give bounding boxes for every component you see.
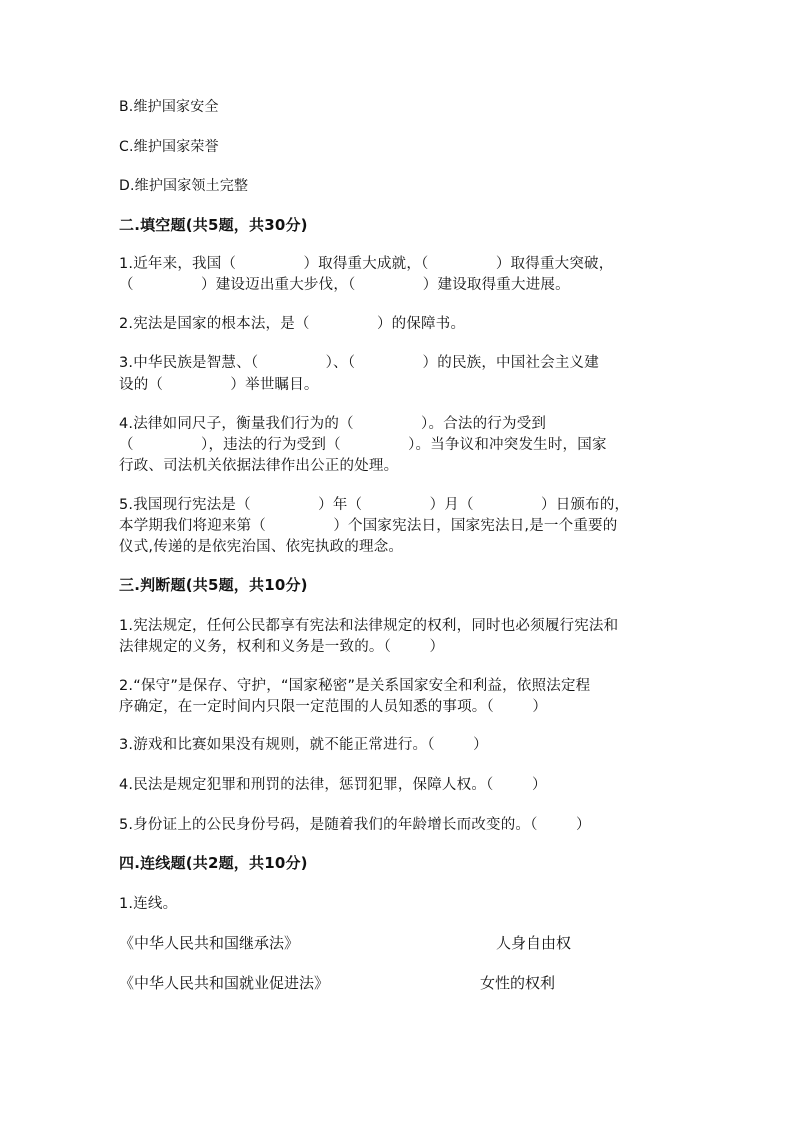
judge-q2-line1: 2.“保守”是保存、守护，“国家秘密”是关系国家安全和利益，依照法定程 — [119, 678, 591, 694]
fill-q5-line2: 本学期我们将迎来第（ ）个国家宪法日，国家宪法日,是一个重要的 — [119, 518, 618, 534]
judge-q4-line1: 4.民法是规定犯罪和刑罚的法律，惩罚犯罪，保障人权。（ ） — [119, 777, 547, 793]
section2-heading: 二.填空题(共5题，共30分) — [119, 216, 308, 234]
match-left-1: 《中华人民共和国继承法》 — [119, 934, 300, 952]
match-left-2: 《中华人民共和国就业促进法》 — [119, 974, 330, 992]
fill-q4-line3: 行政、司法机关依据法律作出公正的处理。 — [119, 458, 399, 474]
match-right-1: 人身自由权 — [496, 934, 572, 952]
match-q1: 1.连线。 — [119, 896, 178, 912]
fill-q4-line2: （ ），违法的行为受到（ ）。当争议和冲突发生时，国家 — [119, 437, 607, 453]
section4-heading: 四.连线题(共2题，共10分) — [119, 854, 308, 872]
fill-q1-line2: （ ）建设迈出重大步伐，（ ）建设取得重大进展。 — [119, 277, 570, 293]
judge-q5-line1: 5.身份证上的公民身份号码，是随着我们的年龄增长而改变的。（ ） — [119, 817, 591, 833]
judge-q2-line2: 序确定，在一定时间内只限一定范围的人员知悉的事项。（ ） — [119, 699, 548, 715]
option-c: C.维护国家荣誉 — [119, 139, 219, 155]
option-d: D.维护国家领土完整 — [119, 178, 249, 194]
fill-q2-line1: 2.宪法是国家的根本法，是（ ）的保障书。 — [119, 316, 466, 332]
judge-q1-line1: 1.宪法规定，任何公民都享有宪法和法律规定的权利，同时也必须履行宪法和 — [119, 618, 619, 634]
option-b: B.维护国家安全 — [119, 99, 219, 115]
fill-q5-line3: 仪式,传递的是依宪治国、依宪执政的理念。 — [119, 539, 404, 555]
fill-q3-line2: 设的（ ）举世瞩目。 — [119, 377, 319, 393]
match-right-2: 女性的权利 — [480, 974, 556, 992]
judge-q1-line2: 法律规定的义务，权利和义务是一致的。（ ） — [119, 639, 445, 655]
judge-q3-line1: 3.游戏和比赛如果没有规则，就不能正常进行。（ ） — [119, 737, 488, 753]
fill-q1-line1: 1.近年来，我国（ ）取得重大成就，（ ）取得重大突破， — [119, 256, 614, 272]
fill-q5-line1: 5.我国现行宪法是（ ）年（ ）月（ ）日颁布的， — [119, 497, 630, 513]
fill-q3-line1: 3.中华民族是智慧、（ ）、（ ）的民族，中国社会主义建 — [119, 355, 599, 371]
section3-heading: 三.判断题(共5题，共10分) — [119, 576, 308, 594]
fill-q4-line1: 4.法律如同尺子，衡量我们行为的（ ）。合法的行为受到 — [119, 416, 547, 432]
